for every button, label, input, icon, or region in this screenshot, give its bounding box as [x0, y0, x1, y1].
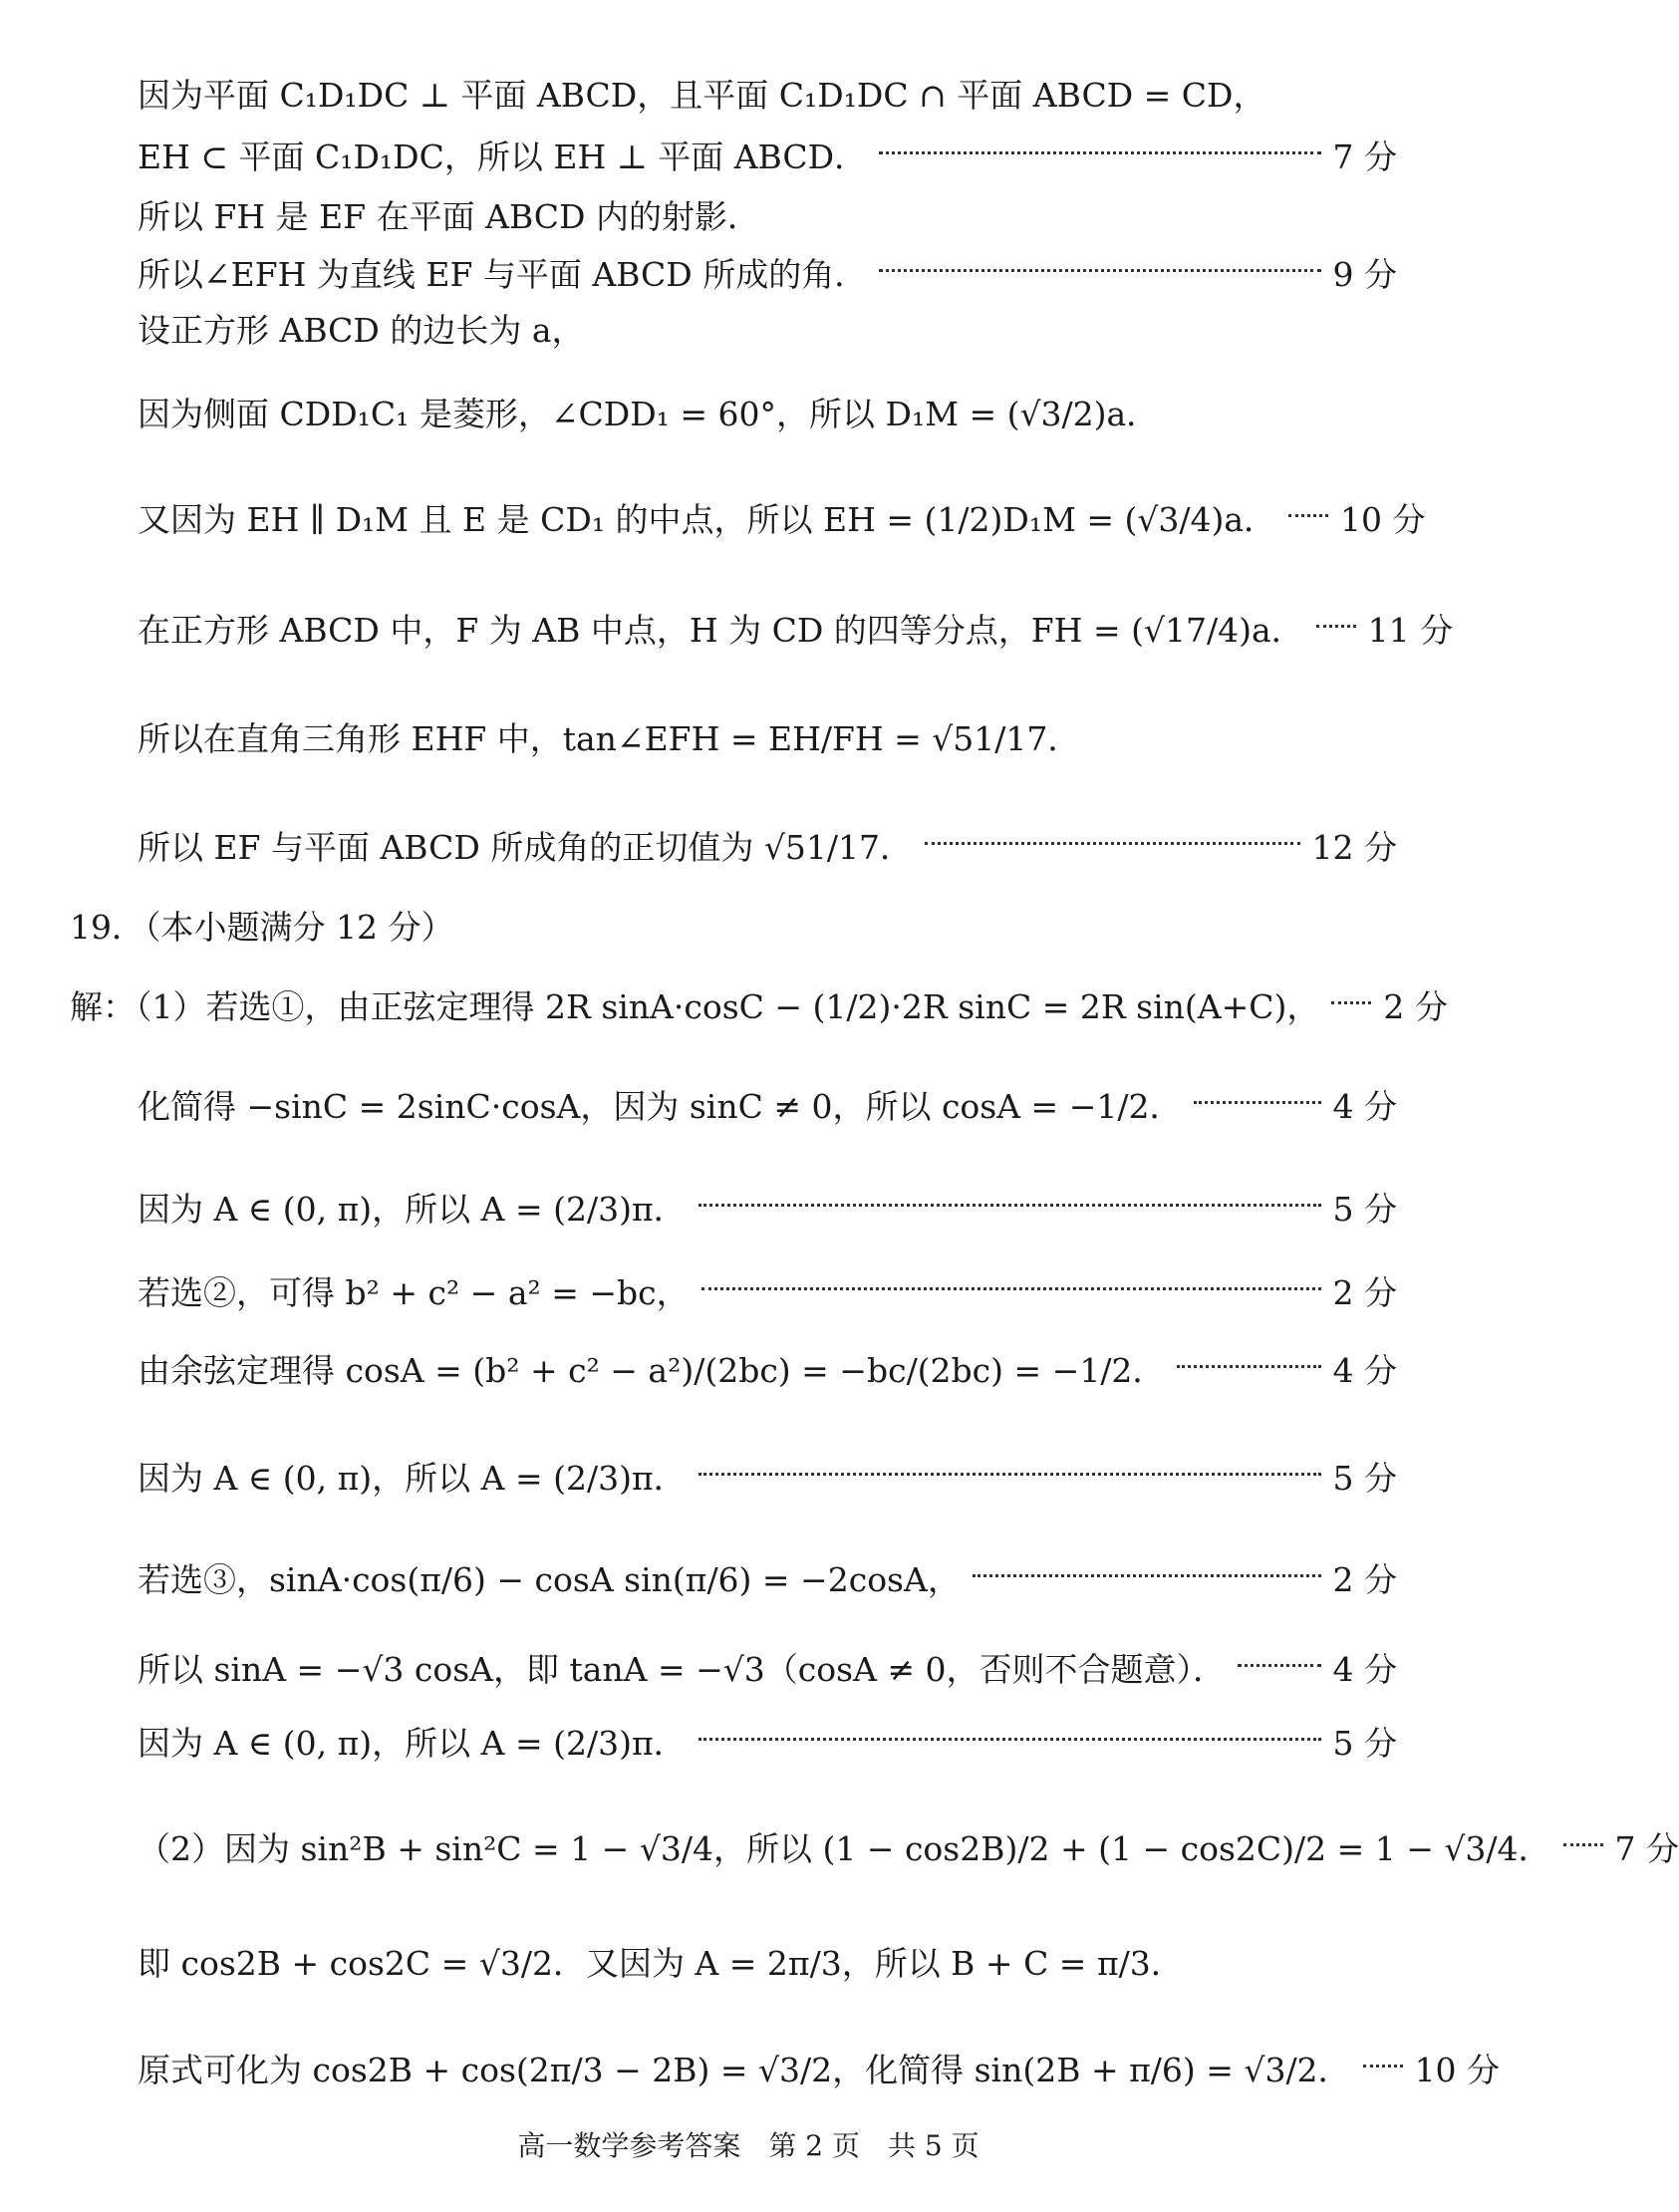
- score-label: 12 分: [1311, 828, 1397, 867]
- line-13: 化简得 −sinC = 2sinC·cosA，因为 sinC ≠ 0，所以 cosA = −1/2． 4 分: [138, 1081, 1397, 1128]
- page-footer: 高一数学参考答案 第 2 页 共 5 页: [517, 2129, 979, 2162]
- line-5: 设正方形 ABCD 的边长为 a，: [138, 311, 585, 350]
- score-label: 4 分: [1332, 1087, 1397, 1126]
- score-label: 9 分: [1332, 255, 1397, 294]
- score-label: 10 分: [1340, 500, 1426, 539]
- score-label: 4 分: [1332, 1351, 1397, 1390]
- dot-leader: [1238, 1664, 1320, 1667]
- score-label: 7 分: [1614, 1829, 1679, 1868]
- line-18: 若选③，sinA·cos(π/6) − cosA sin(π/6) = −2cosA， 2 分: [138, 1554, 1397, 1601]
- dot-leader: [879, 151, 1320, 154]
- line-19: 所以 sinA = −√3 cosA，即 tanA = −√3（cosA ≠ 0，否则不合题意）． 4 分: [138, 1644, 1397, 1691]
- line-17: 因为 A ∈ (0, π)，所以 A = (2/3)π． 5 分: [138, 1453, 1397, 1500]
- line-14: 因为 A ∈ (0, π)，所以 A = (2/3)π． 5 分: [138, 1184, 1397, 1231]
- line-7: 又因为 EH ∥ D₁M 且 E 是 CD₁ 的中点，所以 EH = (1/2)D₁M = (√3/4)a． 10 分: [138, 494, 1397, 541]
- line-6: 因为侧面 CDD₁C₁ 是菱形，∠CDD₁ = 60°，所以 D₁M = (√3/2)a．: [138, 395, 1160, 433]
- line-15: 若选②，可得 b² + c² − a² = −bc， 2 分: [138, 1267, 1397, 1314]
- dot-leader: [1563, 1843, 1603, 1846]
- line-23: 原式可化为 cos2B + cos(2π/3 − 2B) = √3/2，化简得 sin(2B + π/6) = √3/2． 10 分: [138, 2045, 1397, 2091]
- score-label: 11 分: [1367, 611, 1454, 650]
- line-21: （2）因为 sin²B + sin²C = 1 − √3/4，所以 (1 − cos2B)/2 + (1 − cos2C)/2 = 1 − √3/4． 7 分: [138, 1823, 1397, 1870]
- line-2: EH ⊂ 平面 C₁D₁DC，所以 EH ⊥ 平面 ABCD． 7 分: [138, 132, 1397, 178]
- dot-leader: [925, 842, 1300, 845]
- dot-leader: [879, 269, 1320, 272]
- score-label: 10 分: [1414, 2051, 1501, 2089]
- line-20: 因为 A ∈ (0, π)，所以 A = (2/3)π． 5 分: [138, 1718, 1397, 1765]
- score-label: 2 分: [1383, 987, 1448, 1026]
- dot-leader: [973, 1574, 1321, 1577]
- line-1: 因为平面 C₁D₁DC ⊥ 平面 ABCD，且平面 C₁D₁DC ∩ 平面 ABCD = CD，: [138, 76, 1266, 115]
- score-label: 2 分: [1332, 1273, 1397, 1312]
- dot-leader: [1363, 2065, 1403, 2068]
- line-3: 所以 FH 是 EF 在平面 ABCD 内的射影．: [138, 197, 761, 236]
- dot-leader: [1316, 625, 1356, 628]
- dot-leader: [1194, 1101, 1320, 1104]
- score-label: 7 分: [1332, 138, 1397, 176]
- line-9: 所以在直角三角形 EHF 中，tan∠EFH = EH/FH = √51/17．: [138, 719, 1081, 758]
- dot-leader: [699, 1473, 1321, 1476]
- line-16: 由余弦定理得 cosA = (b² + c² − a²)/(2bc) = −bc/(2bc) = −1/2． 4 分: [138, 1345, 1397, 1392]
- score-label: 5 分: [1332, 1190, 1397, 1229]
- line-4: 所以∠EFH 为直线 EF 与平面 ABCD 所成的角． 9 分: [138, 249, 1397, 296]
- line-10: 所以 EF 与平面 ABCD 所成角的正切值为 √51/17． 12 分: [138, 822, 1397, 869]
- dot-leader: [701, 1287, 1321, 1290]
- question-heading: 19．（本小题满分 12 分）: [70, 908, 454, 947]
- line-12: 解：（1）若选①，由正弦定理得 2R sinA·cosC − (1/2)·2R sinC = 2R sin(A+C)， 2 分: [70, 981, 1397, 1028]
- score-label: 5 分: [1332, 1459, 1397, 1498]
- dot-leader: [1331, 1001, 1371, 1004]
- dot-leader: [1288, 514, 1328, 517]
- line-8: 在正方形 ABCD 中，F 为 AB 中点，H 为 CD 的四等分点，FH = (√17/4)a． 11 分: [138, 605, 1397, 652]
- score-label: 2 分: [1332, 1560, 1397, 1599]
- score-label: 5 分: [1332, 1724, 1397, 1763]
- dot-leader: [1177, 1365, 1320, 1368]
- line-22: 即 cos2B + cos2C = √3/2．又因为 A = 2π/3，所以 B + C = π/3．: [138, 1944, 1184, 1983]
- dot-leader: [699, 1738, 1321, 1741]
- dot-leader: [699, 1204, 1321, 1207]
- score-label: 4 分: [1332, 1650, 1397, 1689]
